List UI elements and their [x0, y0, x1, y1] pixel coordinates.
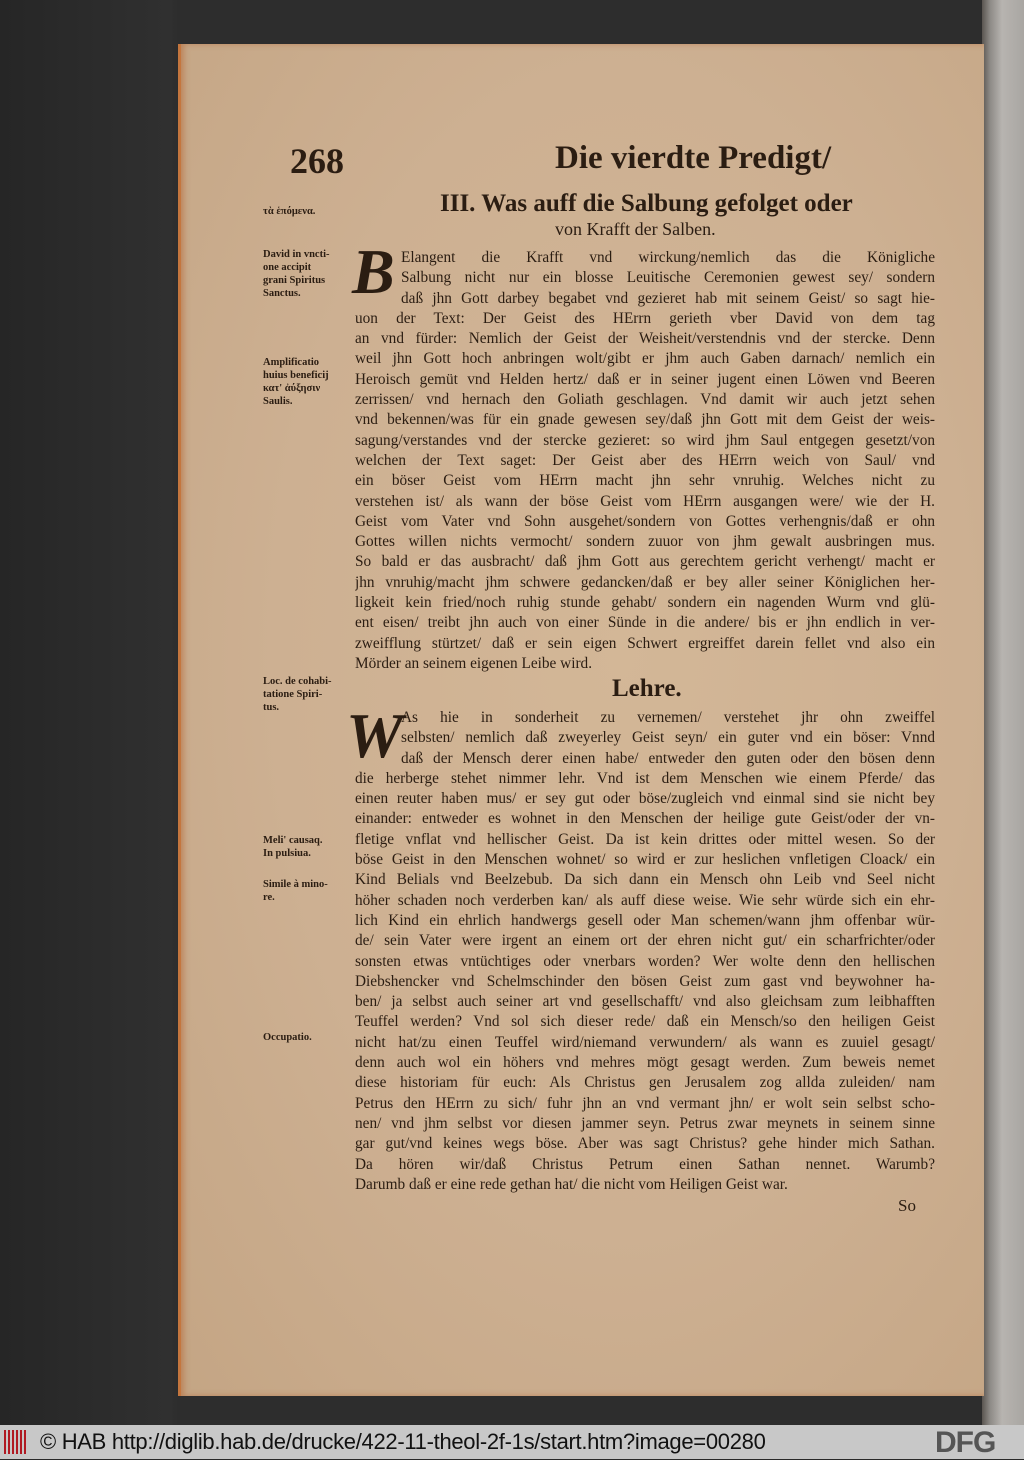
- text-line: Kind Belials vnd Beelzebub. Da sich dann ein Mensch ohn Leib vnd Seel nicht: [355, 871, 935, 889]
- text-line: fletige vnflat vnd hellischer Geist. Da ist kein drittes oder mittel wesen. So der: [355, 830, 935, 848]
- margin-note: [263, 834, 323, 860]
- text-line: Elangent die Krafft vnd wirckung/nemlich das die Königliche: [401, 249, 935, 266]
- text-line: einen reuter haben mus/ er sey gut oder böse/zugleich vnd einmal sind sie nicht bey: [355, 790, 935, 808]
- text-line: Diebshencker vnd Schelmschinder den bösen Geist zum gast vnd beywohner ha-: [355, 972, 935, 990]
- copyright-url: © HAB http://diglib.hab.de/drucke/422-11-theol-2f-1s/start.htm?image=00280: [40, 1429, 766, 1454]
- section-heading: III. Was auff die Salbung gefolget oder: [440, 190, 853, 217]
- hab-logo-icon: [4, 1430, 26, 1454]
- text-line: selbsten/ nemlich daß zweyerley Geist seyn/ ein guter vnd ein böser: Vnnd: [401, 729, 935, 747]
- text-line: denn auch wol ein höhers vnd mehres mögt gesagt werden. Zum beweis nemet: [355, 1054, 935, 1072]
- text-line: zweifflung stürtzet/ daß er sein eigen Schwert ergreiffet darein fellet vnd also ein: [355, 634, 935, 652]
- lehre-heading: Lehre.: [612, 675, 682, 702]
- text-line: de/ sein Vater were irgent an einem ort der ehren nicht gut/ ein scharfrichter/oder: [355, 932, 935, 950]
- text-line: welchen der Text saget: Der Geist aber des HErrn weich von Saul/ vnd: [355, 451, 935, 469]
- paragraph-2: [355, 708, 935, 1195]
- text-line: Petrus den HErrn zu sich/ fuhr jhn an vnd vermant jhn/ er wolt sein selbst scho-: [355, 1094, 935, 1112]
- text-line: vnd bekennen/was für ein gnade gewesen sey/daß jhn Gott mit dem Geist der weis-: [355, 411, 935, 429]
- footer-bar: [0, 1425, 1024, 1459]
- text-line: lich Kind ein ehrlich handwergs gesell oder Man schemen/wann jhm offenbar wür-: [355, 911, 935, 929]
- text-line: ein böser Geist vom HErrn macht jhn sehr vnruhig. Welches nicht zu: [355, 472, 935, 490]
- text-line: böse Geist in den Menschen wohnet/ so wird er zur heslichen vnfletigen Cloack/ ein: [355, 851, 935, 869]
- margin-note: [263, 356, 329, 408]
- text-line: Geist vom Vater vnd Sohn ausgehet/sondern von Gottes verhengnis/daß er ohn: [355, 512, 935, 530]
- text-line: ent eisen/ treibt jhn auch von einer Sünde in die andere/ bis er jhn endlich in ver-: [355, 614, 935, 632]
- margin-note: [263, 205, 315, 218]
- running-head: Die vierdte Predigt/: [555, 140, 832, 176]
- text-line: jhn vnruhig/macht jhm schwere gedancken/daß er bey aller seiner Königlichen her-: [355, 573, 935, 591]
- text-line: die herberge stehet nimmer lehr. Vnd ist dem Menschen wie einem Pferde/ das: [355, 769, 935, 787]
- margin-note: [263, 675, 332, 714]
- margin-note-line: Occupatio.: [263, 1032, 312, 1043]
- margin-note-line: tus.: [263, 702, 280, 713]
- text-line: Darumb daß er eine rede gethan hat/ die nicht vom Heiligen Geist war.: [355, 1175, 788, 1193]
- margin-note-line: Amplificatio: [263, 357, 319, 368]
- text-line: daß jhn Gott darbey begabet vnd gezieret hab mit seinem Geist/ so sagt hie-: [401, 289, 935, 307]
- text-line: As hie in sonderheit zu vernemen/ verstehet jhr ohn zweiffel: [401, 709, 935, 726]
- margin-note-line: one accipit: [263, 262, 312, 273]
- text-line: diese historiam für euch: Als Christus gen Jerusalem zog allda zuleiden/ nam: [355, 1074, 935, 1092]
- page-number: 268: [290, 141, 344, 181]
- margin-note-line: huius beneficij: [263, 370, 329, 381]
- margin-note-line: Saulis.: [263, 396, 293, 407]
- text-line: Gottes willen nichts vermocht/ sondern zuuor von jhm gewalt ausbringen mus.: [355, 533, 935, 551]
- margin-note-line: κατ' ἀύξησιν: [263, 383, 321, 394]
- text-line: Heroisch gemüt vnd Helden hertz/ daß er in seiner jugent einen Löwen vnd Beeren: [355, 370, 935, 388]
- text-line: So bald er das ausbracht/ daß jhm Gott aus gerechtem gericht verhengt/ macht er: [355, 553, 935, 571]
- text-line: ben/ ja selbst auch seiner art vnd gesellschafft/ vnd also gleichsam zum leibhafften: [355, 993, 935, 1011]
- margin-note: [263, 1031, 312, 1044]
- text-line: zerrissen/ vnd hernach den Goliath geschlagen. Vnd damit wir auch jetzt sehen: [355, 391, 935, 409]
- text-line: höher schaden noch verderben kan/ als auff diese weise. Wie sehr würde sich ein ehr-: [355, 891, 935, 909]
- margin-note: [263, 878, 328, 904]
- dropcap-b: B: [352, 236, 395, 307]
- margin-note-line: τὰ ἑπόμενα.: [263, 206, 316, 217]
- margin-note-line: grani Spiritus: [263, 275, 326, 286]
- catchword: So: [898, 1196, 916, 1215]
- margin-note-line: David in vncti-: [263, 249, 330, 260]
- text-line: gar gut/vnd keines wegs böse. Aber was sagt Christus? gehe hinder mich Sathan.: [355, 1135, 935, 1153]
- margin-note-line: In pulsiua.: [263, 848, 311, 859]
- dfg-logo: DFG: [935, 1426, 996, 1459]
- text-line: weil jhn Gott hoch anbringen wolt/gibt er jhm auch Gaben darnach/ nemlich ein: [355, 350, 935, 368]
- margin-note-line: Simile à mino-: [263, 879, 328, 890]
- margin-note-line: Loc. de cohabi-: [263, 676, 332, 687]
- text-line: verstehen ist/ als wann der böse Geist vom HErrn ausgangen were/ wie der H.: [355, 492, 935, 510]
- text-line: sagung/verstandes vnd der stercke gezieret: so wird jhm Saul entgegen gesetzt/von: [355, 431, 935, 449]
- text-line: Mörder an seinem eigenen Leibe wird.: [355, 654, 593, 672]
- margin-note-line: Sanctus.: [263, 288, 301, 299]
- text-line: uon der Text: Der Geist des HErrn gerieth vber David von dem tag: [355, 309, 935, 327]
- text-line: an vnd fürder: Nemlich der Geist der Weisheit/verstendnis vnd der stercke. Denn: [355, 330, 935, 348]
- next-page-edge: [982, 0, 1024, 1425]
- text-line: daß der Mensch derer einen habe/ entweder den guten oder den bösen denn: [401, 749, 935, 767]
- text-line: Salbung nicht nur ein blosse Leuitische Ceremonien gewest sey/ sondern: [401, 269, 935, 287]
- dropcap-w: W: [346, 700, 403, 771]
- text-line: nicht hat/zu einen Teuffel wird/niemand verwundern/ als wann es zuuiel gesagt/: [355, 1033, 935, 1051]
- text-line: einander: entweder es wohnet in den Menschen der heilige gute Geist/oder der vn-: [355, 810, 935, 828]
- text-line: nen/ vnd jhm selbst vor diesen jammer seyn. Petrus zwar meynets in seinem sinne: [355, 1114, 935, 1132]
- margin-note-line: tatione Spiri-: [263, 689, 323, 700]
- margin-note: [263, 248, 330, 300]
- text-line: Teuffel werden? Vnd sol sich dieser rede/ daß ein Mensch/so den heiligen Geist: [355, 1013, 935, 1031]
- text-line: sonsten etwas vntüchtiges oder vnerbars worden? Wer wolte denn den hellischen: [355, 952, 935, 970]
- margin-note-line: re.: [263, 892, 275, 903]
- section-subheading: von Krafft der Salben.: [555, 219, 716, 239]
- margin-note-line: Meli' causaq.: [263, 835, 323, 846]
- text-line: Da hören wir/daß Christus Petrum einen Sathan nennet. Warumb?: [355, 1155, 935, 1173]
- paragraph-1: [355, 248, 935, 674]
- text-line: ligkeit kein fried/noch ruhig stunde gehabt/ sondern ein nagenden Wurm vnd glü-: [355, 594, 935, 612]
